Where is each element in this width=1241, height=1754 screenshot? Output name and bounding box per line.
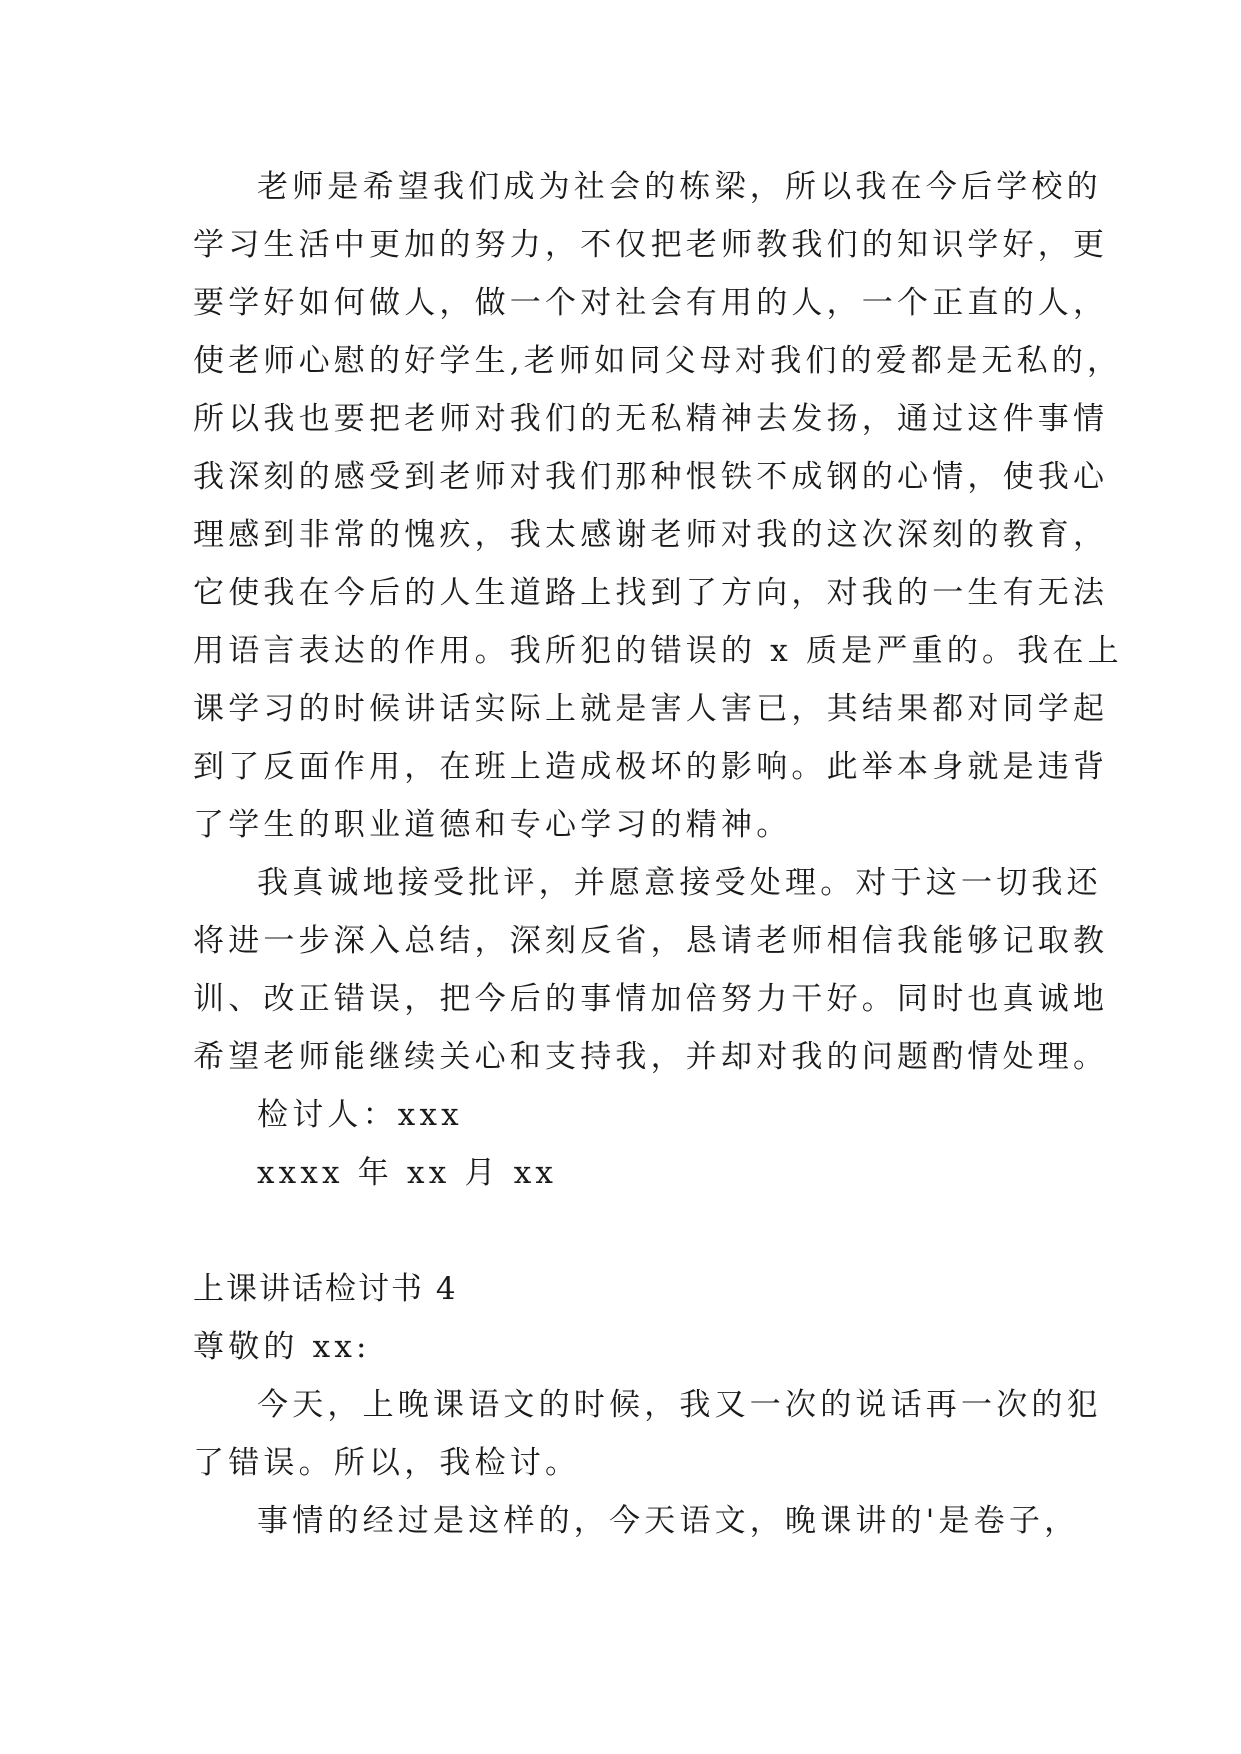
paragraph-3 [193,1376,1102,1492]
text-line: 今天，上晚课语文的时候，我又一次的说话再一次的犯 [257,1387,1102,1423]
text-line: 了学生的职业道德和专心学习的精神。 [193,807,792,843]
section-title: 上课讲话检讨书 4 [193,1271,458,1307]
paragraph-4 [193,1492,1080,1550]
date-line: xxxx 年 xx 月 xx [257,1155,558,1191]
text-line: 所以我也要把老师对我们的无私精神去发扬，通过这件事情 [193,401,1109,437]
blank-line [193,1202,1073,1260]
text-line: 要学好如何做人，做一个对社会有用的人，一个正直的人， [193,285,1109,321]
text-line: 到了反面作用，在班上造成极坏的影响。此举本身就是违背 [193,749,1109,785]
text-line: 希望老师能继续关心和支持我，并却对我的问题酌情处理。 [193,1039,1109,1075]
salutation: 尊敬的 xx: [193,1329,371,1365]
text-line: 我真诚地接受批评，并愿意接受处理。对于这一切我还 [257,865,1102,901]
text-line: 将进一步深入总结，深刻反省，恳请老师相信我能够记取教 [193,923,1109,959]
text-line: 事情的经过是这样的，今天语文，晚课讲的'是卷子， [257,1503,1080,1539]
text-line: 学习生活中更加的努力，不仅把老师教我们的知识学好，更 [193,227,1109,263]
text-line: 我深刻的感受到老师对我们那种恨铁不成钢的心情，使我心 [193,459,1109,495]
text-line: 使老师心慰的好学生,老师如同父母对我们的爱都是无私的， [193,343,1123,379]
signature: 检讨人：xxx [257,1097,463,1133]
text-line: 它使我在今后的人生道路上找到了方向，对我的一生有无法 [193,575,1109,611]
text-line: 用语言表达的作用。我所犯的错误的 x 质是严重的。我在上 [193,633,1123,669]
paragraph-2 [193,854,1109,1086]
text-line: 理感到非常的愧疚，我太感谢老师对我的这次深刻的教育， [193,517,1109,553]
text-line: 了错误。所以，我检讨。 [193,1445,581,1481]
text-line: 课学习的时候讲话实际上就是害人害已，其结果都对同学起 [193,691,1109,727]
text-line: 训、改正错误，把今后的事情加倍努力干好。同时也真诚地 [193,981,1109,1017]
text-line: 老师是希望我们成为社会的栋梁，所以我在今后学校的 [257,169,1102,205]
document-body [193,158,1123,1550]
paragraph-1 [193,158,1123,854]
